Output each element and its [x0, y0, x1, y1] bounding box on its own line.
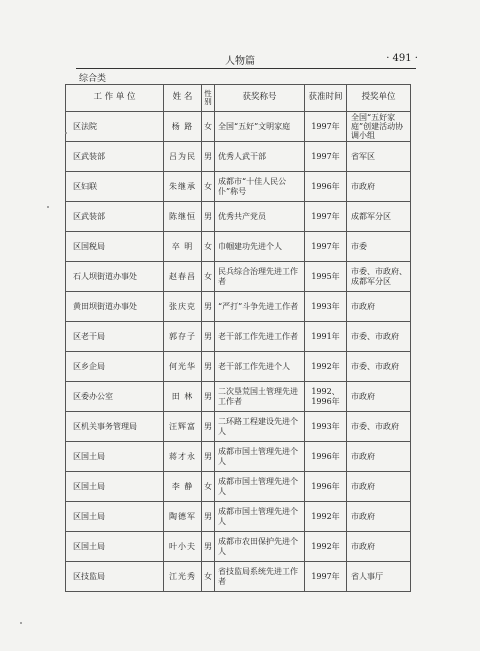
cell-unit: 区法院	[66, 112, 164, 142]
cell-name: 卒 明	[164, 232, 202, 262]
cell-org: 市政府	[347, 472, 411, 502]
table-row	[66, 172, 411, 202]
cell-unit: 区技监局	[66, 562, 164, 592]
cell-sex: 女	[202, 232, 215, 262]
cell-sex: 男	[202, 502, 215, 532]
running-title: 人物篇	[225, 56, 255, 67]
page-number: · 491 ·	[386, 53, 418, 64]
header-rule	[76, 68, 416, 69]
cell-time: 1992年	[305, 352, 347, 382]
cell-title: “严打”斗争先进工作者	[215, 292, 305, 322]
table-row	[66, 412, 411, 442]
cell-sex: 女	[202, 262, 215, 292]
table-row	[66, 202, 411, 232]
cell-title: 巾帼建功先进个人	[215, 232, 305, 262]
header-title: 获奖称号	[215, 85, 305, 112]
cell-time: 1997年	[305, 112, 347, 142]
section-label: 综合类	[79, 74, 107, 84]
cell-name: 田 林	[164, 382, 202, 412]
scan-speck	[20, 622, 22, 624]
table-row	[66, 472, 411, 502]
table-row	[66, 352, 411, 382]
cell-time: 1992、1996年	[305, 382, 347, 412]
cell-unit: 区妇联	[66, 172, 164, 202]
cell-time: 1996年	[305, 172, 347, 202]
cell-title: 二次垦荒国土管理先进工作者	[215, 382, 305, 412]
table-row	[66, 232, 411, 262]
cell-sex: 男	[202, 322, 215, 352]
cell-time: 1997年	[305, 232, 347, 262]
cell-title: 二环路工程建设先进个人	[215, 412, 305, 442]
cell-org: 市政府	[347, 502, 411, 532]
cell-org: 市委	[347, 232, 411, 262]
cell-time: 1991年	[305, 322, 347, 352]
cell-unit: 黄田坝街道办事处	[66, 292, 164, 322]
table-header-row	[66, 85, 411, 112]
cell-org: 市委、市政府、成都军分区	[347, 262, 411, 292]
cell-unit: 区乡企局	[66, 352, 164, 382]
cell-unit: 区国土局	[66, 532, 164, 562]
cell-org: 市委、市政府	[347, 322, 411, 352]
cell-unit: 区武装部	[66, 202, 164, 232]
cell-sex: 女	[202, 472, 215, 502]
cell-unit: 区国税局	[66, 232, 164, 262]
header-unit: 工 作 单 位	[66, 85, 164, 112]
cell-name: 朱继承	[164, 172, 202, 202]
cell-title: 成都市国土管理先进个人	[215, 442, 305, 472]
table-row	[66, 322, 411, 352]
cell-time: 1996年	[305, 472, 347, 502]
cell-title: 成都市国土管理先进个人	[215, 502, 305, 532]
table-row	[66, 532, 411, 562]
table-row	[66, 502, 411, 532]
awards-table	[65, 84, 411, 592]
header-sex: 性别	[202, 85, 215, 112]
header-name: 姓 名	[164, 85, 202, 112]
cell-sex: 男	[202, 532, 215, 562]
cell-org: 全国“五好家庭”创建活动协调小组	[347, 112, 411, 142]
cell-sex: 女	[202, 172, 215, 202]
cell-name: 张庆克	[164, 292, 202, 322]
header-org: 授奖单位	[347, 85, 411, 112]
cell-name: 蒋才永	[164, 442, 202, 472]
cell-unit: 石人坝街道办事处	[66, 262, 164, 292]
cell-title: 成都市国土管理先进个人	[215, 472, 305, 502]
cell-sex: 男	[202, 292, 215, 322]
cell-time: 1993年	[305, 292, 347, 322]
cell-sex: 男	[202, 202, 215, 232]
cell-org: 省军区	[347, 142, 411, 172]
cell-sex: 女	[202, 112, 215, 142]
page-header	[0, 52, 480, 68]
table-body	[66, 112, 411, 592]
cell-time: 1992年	[305, 532, 347, 562]
table-row	[66, 142, 411, 172]
cell-unit: 区国土局	[66, 502, 164, 532]
cell-org: 市政府	[347, 382, 411, 412]
cell-unit: 区委办公室	[66, 382, 164, 412]
scan-speck	[47, 206, 49, 208]
cell-org: 市政府	[347, 292, 411, 322]
table-row	[66, 442, 411, 472]
cell-name: 杨 路	[164, 112, 202, 142]
cell-sex: 男	[202, 142, 215, 172]
cell-unit: 区国土局	[66, 472, 164, 502]
cell-org: 省人事厅	[347, 562, 411, 592]
cell-name: 江光秀	[164, 562, 202, 592]
table-row	[66, 562, 411, 592]
cell-name: 陶德军	[164, 502, 202, 532]
cell-unit: 区机关事务管理局	[66, 412, 164, 442]
cell-title: 优秀共产党员	[215, 202, 305, 232]
cell-name: 吕为民	[164, 142, 202, 172]
scan-speck	[65, 132, 67, 134]
cell-sex: 男	[202, 442, 215, 472]
cell-name: 李 静	[164, 472, 202, 502]
cell-time: 1992年	[305, 502, 347, 532]
cell-org: 市政府	[347, 172, 411, 202]
cell-name: 赵春昌	[164, 262, 202, 292]
cell-name: 陈继恒	[164, 202, 202, 232]
cell-sex: 男	[202, 352, 215, 382]
cell-time: 1996年	[305, 442, 347, 472]
cell-title: 成都市农田保护先进个人	[215, 532, 305, 562]
cell-unit: 区国土局	[66, 442, 164, 472]
cell-org: 市委、市政府	[347, 352, 411, 382]
table-row	[66, 292, 411, 322]
cell-title: 成都市“十佳人民公仆”称号	[215, 172, 305, 202]
cell-time: 1997年	[305, 562, 347, 592]
cell-org: 成都军分区	[347, 202, 411, 232]
cell-sex: 女	[202, 562, 215, 592]
cell-sex: 男	[202, 412, 215, 442]
cell-org: 市政府	[347, 442, 411, 472]
cell-time: 1997年	[305, 202, 347, 232]
cell-name: 汪辉富	[164, 412, 202, 442]
cell-time: 1995年	[305, 262, 347, 292]
cell-sex: 男	[202, 382, 215, 412]
table-row	[66, 112, 411, 142]
cell-title: 优秀人武干部	[215, 142, 305, 172]
cell-unit: 区武装部	[66, 142, 164, 172]
cell-title: 省技监局系统先进工作者	[215, 562, 305, 592]
cell-name: 何光华	[164, 352, 202, 382]
table-row	[66, 382, 411, 412]
cell-title: 老干部工作先进工作者	[215, 322, 305, 352]
header-time: 获准时间	[305, 85, 347, 112]
cell-name: 叶小夫	[164, 532, 202, 562]
cell-org: 市政府	[347, 532, 411, 562]
cell-time: 1993年	[305, 412, 347, 442]
cell-org: 市委、市政府	[347, 412, 411, 442]
table-row	[66, 262, 411, 292]
cell-name: 郭存子	[164, 322, 202, 352]
cell-time: 1997年	[305, 142, 347, 172]
cell-title: 老干部工作先进个人	[215, 352, 305, 382]
cell-unit: 区老干局	[66, 322, 164, 352]
cell-title: 全国“五好”文明家庭	[215, 112, 305, 142]
cell-title: 民兵综合治理先进工作者	[215, 262, 305, 292]
